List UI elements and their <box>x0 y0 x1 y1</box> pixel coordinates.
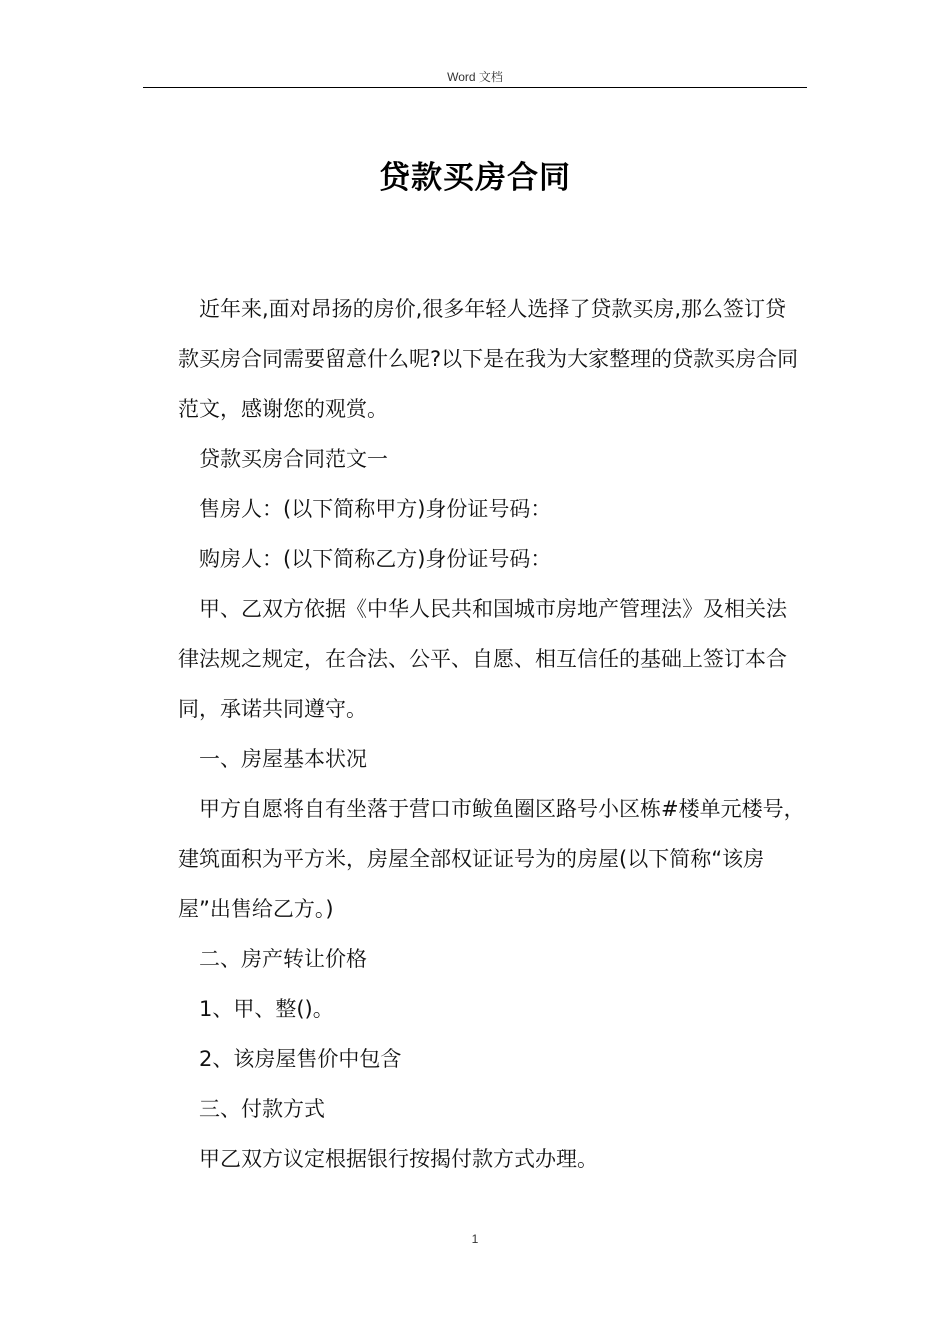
paragraph-property-details: 甲方自愿将自有坐落于营口市鲅鱼圈区路号小区栋#楼单元楼号，建筑面积为平方米，房屋全部权证证号为的房屋(以下简称“该房屋”出售给乙方。) <box>178 797 805 921</box>
header-label: Word 文档 <box>447 70 503 84</box>
paragraph-legal-basis: 甲、乙双方依据《中华人民共和国城市房地产管理法》及相关法律法规之规定，在合法、公平、自愿、相互信任的基础上签订本合同，承诺共同遵守。 <box>178 597 787 721</box>
paragraph-intro: 近年来,面对昂扬的房价,很多年轻人选择了贷款买房,那么签订贷款买房合同需要留意什么呢?以下是在我为大家整理的贷款买房合同范文，感谢您的观赏。 <box>178 297 799 421</box>
paragraph-price-item-2: 2、该房屋售价中包含 <box>199 1047 402 1071</box>
section-heading-price: 二、房产转让价格 <box>199 947 367 971</box>
section-heading-payment: 三、付款方式 <box>199 1097 325 1121</box>
section-heading-property: 一、房屋基本状况 <box>199 747 367 771</box>
paragraph-price-item-1: 1、甲、整()。 <box>199 997 334 1021</box>
page-number: 1 <box>471 1232 479 1246</box>
paragraph-payment-method: 甲乙双方议定根据银行按揭付款方式办理。 <box>199 1147 598 1171</box>
document-body <box>178 284 806 1184</box>
paragraph-buyer: 购房人：(以下简称乙方)身份证号码： <box>199 547 552 571</box>
document-title: 贷款买房合同 <box>379 160 571 196</box>
header-divider <box>143 87 807 88</box>
paragraph-seller: 售房人：(以下简称甲方)身份证号码： <box>199 497 552 521</box>
paragraph-sample-heading: 贷款买房合同范文一 <box>199 447 388 471</box>
